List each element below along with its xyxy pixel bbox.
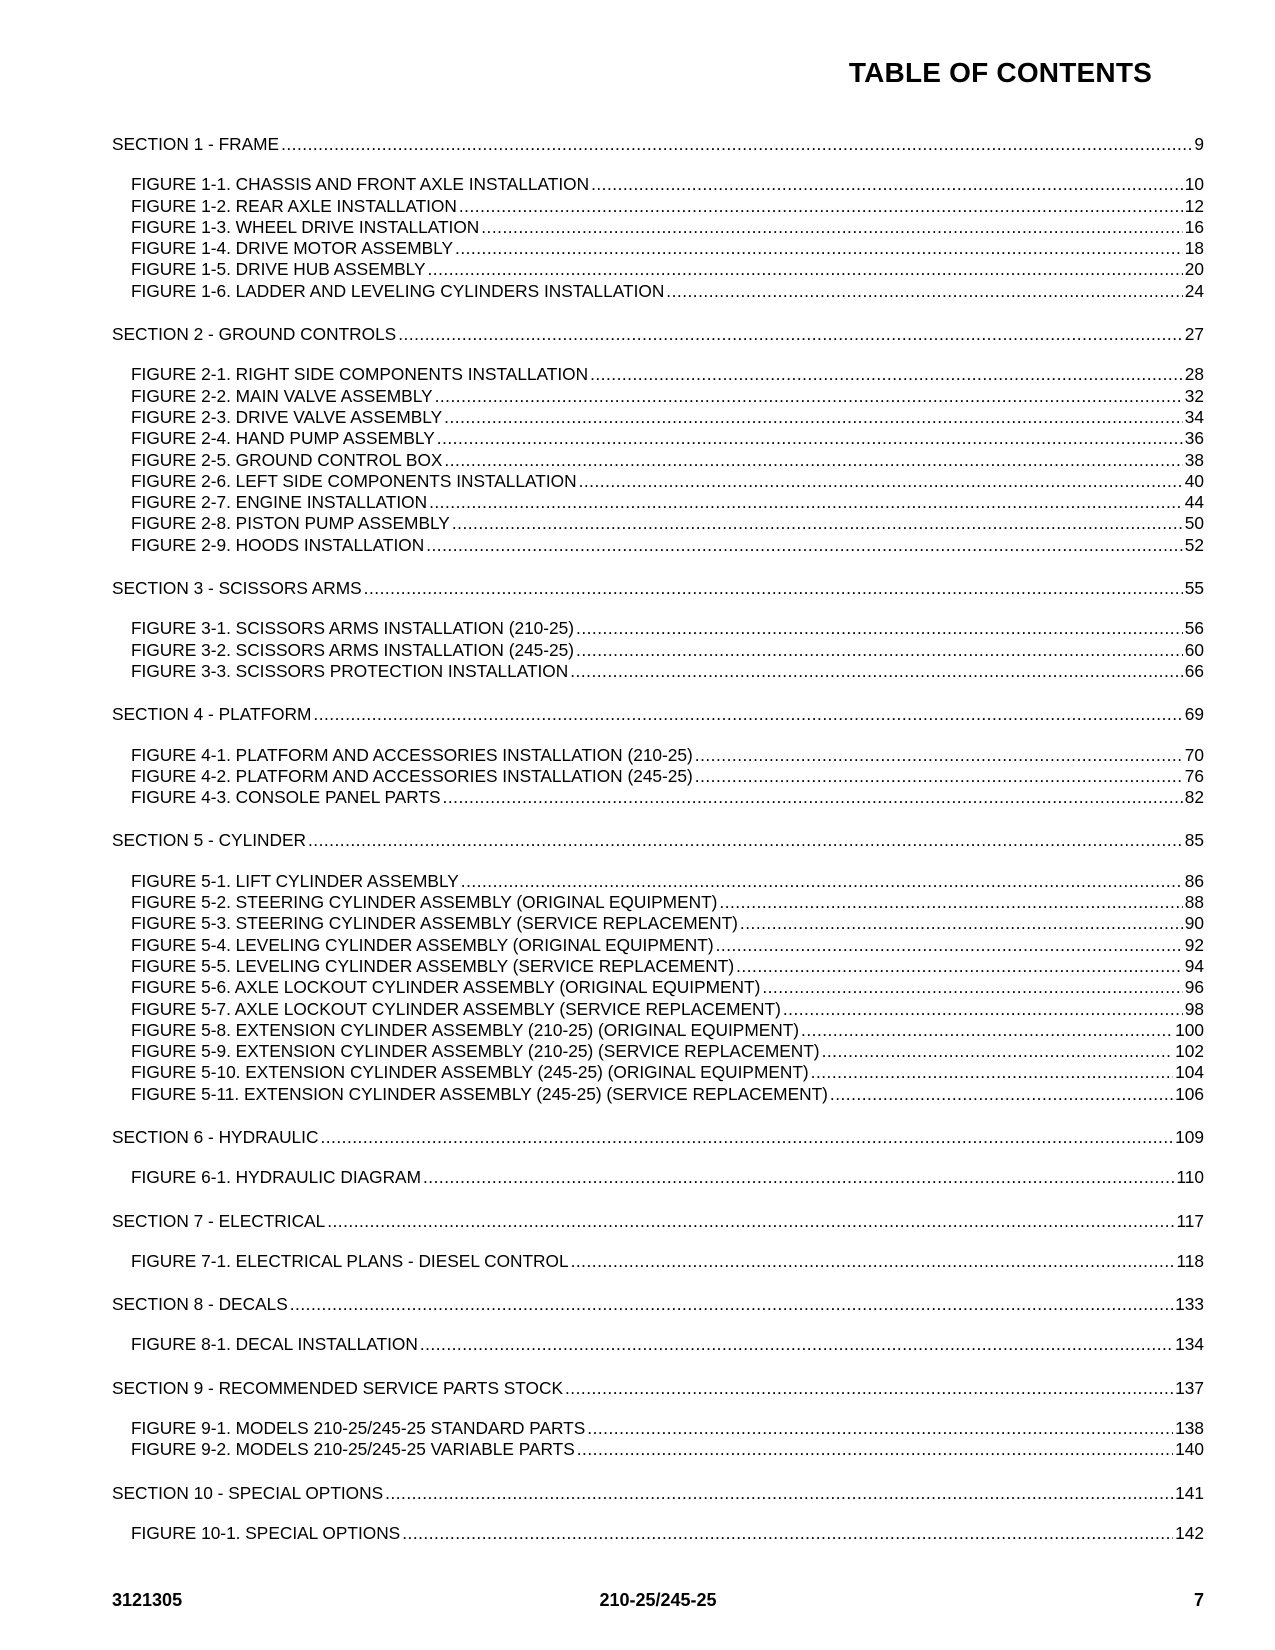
dot-leader <box>402 1523 1173 1544</box>
toc-figure-entry[interactable] <box>112 618 1204 639</box>
page-footer <box>112 1590 1204 1614</box>
toc-figure-entry-label: FIGURE 7-1. ELECTRICAL PLANS - DIESEL CONTROL <box>131 1250 569 1271</box>
toc-section-entry[interactable] <box>112 830 1204 851</box>
toc-figure-entry[interactable] <box>112 745 1204 766</box>
dot-leader <box>590 364 1183 385</box>
toc-figure-entry-page: 36 <box>1184 428 1204 449</box>
toc-figure-entry-label: FIGURE 5-1. LIFT CYLINDER ASSEMBLY <box>131 870 459 891</box>
toc-figure-entry-page: 10 <box>1184 174 1204 195</box>
toc-figure-entry[interactable] <box>112 892 1204 913</box>
dot-leader <box>364 578 1183 599</box>
toc-figure-entry-page: 102 <box>1175 1041 1204 1062</box>
page-title: TABLE OF CONTENTS <box>848 57 1152 88</box>
toc-figure-entry-page: 38 <box>1184 449 1204 470</box>
toc-figure-entry[interactable] <box>112 259 1204 280</box>
toc-figure-entry-page: 60 <box>1184 639 1204 660</box>
toc-figure-entry-label: FIGURE 2-9. HOODS INSTALLATION <box>131 534 425 555</box>
toc-section-entry-label: SECTION 8 - DECALS <box>112 1294 288 1315</box>
toc-figure-entry-page: 118 <box>1176 1250 1204 1271</box>
toc-figure-entry-label: FIGURE 2-2. MAIN VALVE ASSEMBLY <box>131 385 433 406</box>
dot-leader <box>740 913 1183 934</box>
dot-leader <box>762 977 1182 998</box>
dot-leader <box>695 745 1183 766</box>
toc-figure-entry-page: 142 <box>1175 1522 1204 1543</box>
dot-leader <box>420 1334 1173 1355</box>
toc-section-entry-label: SECTION 6 - HYDRAULIC <box>112 1126 319 1147</box>
dot-leader <box>327 1211 1174 1232</box>
toc-figure-entry-page: 76 <box>1184 765 1204 786</box>
dot-leader <box>385 1483 1173 1504</box>
toc-figure-entry-page: 52 <box>1184 534 1204 555</box>
toc-figure-entry-label: FIGURE 5-2. STEERING CYLINDER ASSEMBLY (ORIGINAL EQUIPMENT) <box>131 892 718 913</box>
dot-leader <box>428 259 1183 280</box>
toc-figure-entry[interactable] <box>112 1251 1204 1272</box>
dot-leader <box>290 1294 1173 1315</box>
toc-figure-entry[interactable] <box>112 1020 1204 1041</box>
toc-figure-entry-label: FIGURE 3-2. SCISSORS ARMS INSTALLATION (245-25) <box>131 639 575 660</box>
dot-leader <box>576 640 1183 661</box>
toc-figure-entry-page: 104 <box>1175 1062 1204 1083</box>
toc-figure-entry-page: 50 <box>1184 513 1204 534</box>
toc-section-entry[interactable] <box>112 704 1204 725</box>
footer-model: 210-25/245-25 <box>599 1590 717 1610</box>
dot-leader <box>455 238 1183 259</box>
toc-figure-entry-label: FIGURE 2-5. GROUND CONTROL BOX <box>131 449 443 470</box>
toc-figure-entry-label: FIGURE 3-1. SCISSORS ARMS INSTALLATION (210-25) <box>131 618 575 639</box>
toc-figure-entry[interactable] <box>112 977 1204 998</box>
toc-figure-entry-label: FIGURE 1-2. REAR AXLE INSTALLATION <box>131 195 457 216</box>
dot-leader <box>571 1251 1175 1272</box>
toc-figure-entry[interactable] <box>112 386 1204 407</box>
toc-section-group <box>112 1483 1204 1545</box>
toc-figure-entry-page: 90 <box>1184 913 1204 934</box>
toc-figure-entry[interactable] <box>112 1418 1204 1439</box>
toc-figure-entry-page: 96 <box>1184 977 1204 998</box>
toc-figure-entry[interactable] <box>112 1439 1204 1460</box>
toc-figure-entry[interactable] <box>112 913 1204 934</box>
dot-leader <box>452 513 1183 534</box>
toc-section-entry[interactable] <box>112 578 1204 599</box>
toc-figure-entry[interactable] <box>112 956 1204 977</box>
toc-figure-entry-label: FIGURE 6-1. HYDRAULIC DIAGRAM <box>131 1167 421 1188</box>
toc-figure-entry-page: 138 <box>1175 1418 1204 1439</box>
footer-page-number: 7 <box>1193 1590 1204 1610</box>
toc-section-group <box>112 1211 1204 1273</box>
toc-figure-entry-label: FIGURE 5-8. EXTENSION CYLINDER ASSEMBLY (210-25) (ORIGINAL EQUIPMENT) <box>131 1019 800 1040</box>
toc-section-entry-label: SECTION 10 - SPECIAL OPTIONS <box>112 1482 384 1503</box>
toc-figure-entry-page: 12 <box>1184 195 1204 216</box>
dot-leader <box>313 704 1182 725</box>
toc-figure-entry-label: FIGURE 4-2. PLATFORM AND ACCESSORIES INSTALLATION (245-25) <box>131 765 693 786</box>
toc-figure-entry-page: 16 <box>1184 216 1204 237</box>
toc-figure-entry[interactable] <box>112 492 1204 513</box>
toc-figure-entry-page: 34 <box>1184 406 1204 427</box>
toc-figure-entry-page: 100 <box>1175 1019 1204 1040</box>
toc-figure-entry[interactable] <box>112 407 1204 428</box>
toc-figure-entry[interactable] <box>112 1334 1204 1355</box>
toc-section-entry-label: SECTION 5 - CYLINDER <box>112 830 306 851</box>
toc-figure-entry-page: 56 <box>1184 618 1204 639</box>
toc-figure-entry-label: FIGURE 2-3. DRIVE VALVE ASSEMBLY <box>131 406 443 427</box>
dot-leader <box>429 492 1183 513</box>
dot-leader <box>461 871 1183 892</box>
toc-figure-entry-label: FIGURE 5-4. LEVELING CYLINDER ASSEMBLY (ORIGINAL EQUIPMENT) <box>131 934 714 955</box>
toc-section-entry-label: SECTION 1 - FRAME <box>112 134 280 154</box>
toc-figure-entry[interactable] <box>112 1084 1204 1105</box>
toc-figure-entry-label: FIGURE 9-1. MODELS 210-25/245-25 STANDARD PARTS <box>131 1418 586 1439</box>
dot-leader <box>281 134 1192 155</box>
dot-leader <box>801 1020 1173 1041</box>
dot-leader <box>587 1418 1173 1439</box>
dot-leader <box>719 892 1182 913</box>
dot-leader <box>426 535 1183 556</box>
toc-figure-entry-label: FIGURE 5-10. EXTENSION CYLINDER ASSEMBLY (245-25) (ORIGINAL EQUIPMENT) <box>131 1062 809 1083</box>
dot-leader <box>444 450 1182 471</box>
toc-figure-entry-label: FIGURE 1-3. WHEEL DRIVE INSTALLATION <box>131 216 480 237</box>
toc-figure-entry-page: 66 <box>1184 660 1204 681</box>
toc-figure-entry[interactable] <box>112 217 1204 238</box>
toc-figure-entry-page: 44 <box>1184 492 1204 513</box>
footer-doc-number: 3121305 <box>112 1590 183 1610</box>
toc-figure-entry[interactable] <box>112 935 1204 956</box>
toc-figure-entry-page: 40 <box>1184 470 1204 491</box>
toc-figure-entry[interactable] <box>112 471 1204 492</box>
toc-section-group <box>112 830 1204 1105</box>
toc-figure-entry-label: FIGURE 9-2. MODELS 210-25/245-25 VARIABLE PARTS <box>131 1439 575 1460</box>
toc-figure-entry-page: 88 <box>1184 892 1204 913</box>
toc-figure-entry-page: 82 <box>1184 787 1204 808</box>
dot-leader <box>666 281 1182 302</box>
toc-figure-entry-page: 24 <box>1184 280 1204 301</box>
toc-figure-entry-page: 20 <box>1184 259 1204 280</box>
toc-figure-entry[interactable] <box>112 787 1204 808</box>
toc-figure-entry[interactable] <box>112 428 1204 449</box>
toc-section-entry[interactable] <box>112 324 1204 345</box>
toc-section-entry-page: 69 <box>1184 704 1204 725</box>
toc-figure-entry-page: 92 <box>1184 934 1204 955</box>
toc-section-group <box>112 1127 1204 1189</box>
toc-figure-entry-label: FIGURE 2-1. RIGHT SIDE COMPONENTS INSTALLATION <box>131 364 589 385</box>
toc-section-entry-page: 109 <box>1175 1126 1204 1147</box>
toc-section-entry[interactable] <box>112 1127 1204 1148</box>
toc-figure-entry-label: FIGURE 2-6. LEFT SIDE COMPONENTS INSTALLATION <box>131 470 577 491</box>
toc-figure-entry[interactable] <box>112 1167 1204 1188</box>
toc-section-entry-label: SECTION 4 - PLATFORM <box>112 704 312 725</box>
dot-leader <box>437 428 1183 449</box>
toc-figure-entry-label: FIGURE 1-5. DRIVE HUB ASSEMBLY <box>131 259 426 280</box>
toc-section-entry[interactable] <box>112 1483 1204 1504</box>
toc-figure-entry-page: 134 <box>1175 1334 1204 1355</box>
dot-leader <box>695 766 1183 787</box>
toc-section-entry-page: 117 <box>1176 1210 1204 1231</box>
toc-figure-entry-page: 110 <box>1176 1167 1204 1188</box>
toc-section-entry[interactable] <box>112 1211 1204 1232</box>
toc-figure-entry[interactable] <box>112 1523 1204 1544</box>
toc-figure-entry-label: FIGURE 5-5. LEVELING CYLINDER ASSEMBLY (SERVICE REPLACEMENT) <box>131 955 735 976</box>
toc-figure-entry-label: FIGURE 5-11. EXTENSION CYLINDER ASSEMBLY (245-25) (SERVICE REPLACEMENT) <box>131 1083 828 1104</box>
toc-figure-entry-label: FIGURE 5-7. AXLE LOCKOUT CYLINDER ASSEMBLY (SERVICE REPLACEMENT) <box>131 998 781 1019</box>
toc-figure-entry[interactable] <box>112 535 1204 556</box>
dot-leader <box>398 324 1183 345</box>
toc-figure-entry-page: 70 <box>1184 744 1204 765</box>
toc-figure-entry-page: 86 <box>1184 870 1204 891</box>
toc-section-entry-label: SECTION 7 - ELECTRICAL <box>112 1210 326 1231</box>
toc-section-entry[interactable] <box>112 1378 1204 1399</box>
toc-figure-entry-label: FIGURE 1-6. LADDER AND LEVELING CYLINDERS INSTALLATION <box>131 280 665 301</box>
toc-section-entry[interactable] <box>112 134 1204 155</box>
toc-figure-entry[interactable] <box>112 238 1204 259</box>
dot-leader <box>565 1378 1173 1399</box>
toc-figure-entry-page: 18 <box>1184 238 1204 259</box>
toc-section-entry-label: SECTION 9 - RECOMMENDED SERVICE PARTS STOCK <box>112 1377 563 1398</box>
dot-leader <box>830 1084 1173 1105</box>
dot-leader <box>579 471 1183 492</box>
toc-figure-entry[interactable] <box>112 640 1204 661</box>
dot-leader <box>435 386 1183 407</box>
toc-section-group <box>112 1294 1204 1356</box>
dot-leader <box>811 1062 1174 1083</box>
toc-figure-entry-label: FIGURE 2-7. ENGINE INSTALLATION <box>131 492 428 513</box>
dot-leader <box>591 174 1183 195</box>
toc-figure-entry-page: 94 <box>1184 955 1204 976</box>
toc-section-entry-page: 141 <box>1175 1482 1204 1503</box>
dot-leader <box>481 217 1183 238</box>
dot-leader <box>570 661 1183 682</box>
toc-figure-entry-label: FIGURE 4-1. PLATFORM AND ACCESSORIES INSTALLATION (210-25) <box>131 744 693 765</box>
toc-section-group <box>112 704 1204 808</box>
dot-leader <box>783 999 1183 1020</box>
toc-figure-entry-label: FIGURE 8-1. DECAL INSTALLATION <box>131 1334 418 1355</box>
dot-leader <box>459 196 1183 217</box>
toc-section-entry-page: 133 <box>1175 1294 1204 1315</box>
toc-figure-entry-label: FIGURE 3-3. SCISSORS PROTECTION INSTALLATION <box>131 660 569 681</box>
toc-figure-entry[interactable] <box>112 999 1204 1020</box>
toc-section-group <box>112 1378 1204 1461</box>
toc-figure-entry[interactable] <box>112 661 1204 682</box>
toc-figure-entry-page: 140 <box>1175 1439 1204 1460</box>
toc-figure-entry[interactable] <box>112 766 1204 787</box>
toc-figure-entry-page: 32 <box>1184 385 1204 406</box>
toc-figure-entry-label: FIGURE 2-4. HAND PUMP ASSEMBLY <box>131 428 435 449</box>
toc-figure-entry-page: 98 <box>1184 998 1204 1019</box>
dot-leader <box>444 407 1183 428</box>
toc-figure-entry[interactable] <box>112 513 1204 534</box>
toc-figure-entry-label: FIGURE 1-1. CHASSIS AND FRONT AXLE INSTALLATION <box>131 174 590 195</box>
dot-leader <box>736 956 1183 977</box>
toc-figure-entry[interactable] <box>112 1062 1204 1083</box>
toc-figure-entry[interactable] <box>112 174 1204 195</box>
toc-figure-entry-page: 28 <box>1184 364 1204 385</box>
dot-leader <box>308 830 1183 851</box>
toc-figure-entry[interactable] <box>112 450 1204 471</box>
toc-section-entry-page: 85 <box>1184 830 1204 851</box>
toc-section-group <box>112 324 1204 556</box>
dot-leader <box>423 1167 1174 1188</box>
toc-section-entry-page: 9 <box>1194 134 1204 154</box>
toc-figure-entry[interactable] <box>112 364 1204 385</box>
toc-figure-entry-label: FIGURE 5-9. EXTENSION CYLINDER ASSEMBLY (210-25) (SERVICE REPLACEMENT) <box>131 1041 820 1062</box>
dot-leader <box>576 618 1183 639</box>
toc-section-entry-label: SECTION 2 - GROUND CONTROLS <box>112 324 397 345</box>
toc-section-entry-page: 137 <box>1175 1377 1204 1398</box>
toc-figure-entry-label: FIGURE 2-8. PISTON PUMP ASSEMBLY <box>131 513 450 534</box>
toc-section-group <box>112 578 1204 682</box>
toc-section-entry[interactable] <box>112 1294 1204 1315</box>
toc-section-entry-label: SECTION 3 - SCISSORS ARMS <box>112 578 362 599</box>
dot-leader <box>716 935 1183 956</box>
toc-section-group <box>112 134 1204 302</box>
toc-figure-entry-label: FIGURE 4-3. CONSOLE PANEL PARTS <box>131 787 441 808</box>
toc-figure-entry-label: FIGURE 5-6. AXLE LOCKOUT CYLINDER ASSEMBLY (ORIGINAL EQUIPMENT) <box>131 977 761 998</box>
toc-figure-entry[interactable] <box>112 196 1204 217</box>
dot-leader <box>320 1127 1173 1148</box>
toc-figure-entry-label: FIGURE 5-3. STEERING CYLINDER ASSEMBLY (SERVICE REPLACEMENT) <box>131 913 738 934</box>
toc-figure-entry[interactable] <box>112 871 1204 892</box>
toc-figure-entry-label: FIGURE 10-1. SPECIAL OPTIONS <box>131 1522 401 1543</box>
toc-section-entry-page: 27 <box>1184 324 1204 345</box>
toc-list <box>112 134 1204 1566</box>
dot-leader <box>577 1439 1173 1460</box>
toc-figure-entry-label: FIGURE 1-4. DRIVE MOTOR ASSEMBLY <box>131 238 454 259</box>
dot-leader <box>822 1041 1174 1062</box>
toc-section-entry-page: 55 <box>1184 578 1204 599</box>
toc-figure-entry[interactable] <box>112 281 1204 302</box>
toc-figure-entry[interactable] <box>112 1041 1204 1062</box>
toc-figure-entry-page: 106 <box>1175 1083 1204 1104</box>
dot-leader <box>443 787 1183 808</box>
